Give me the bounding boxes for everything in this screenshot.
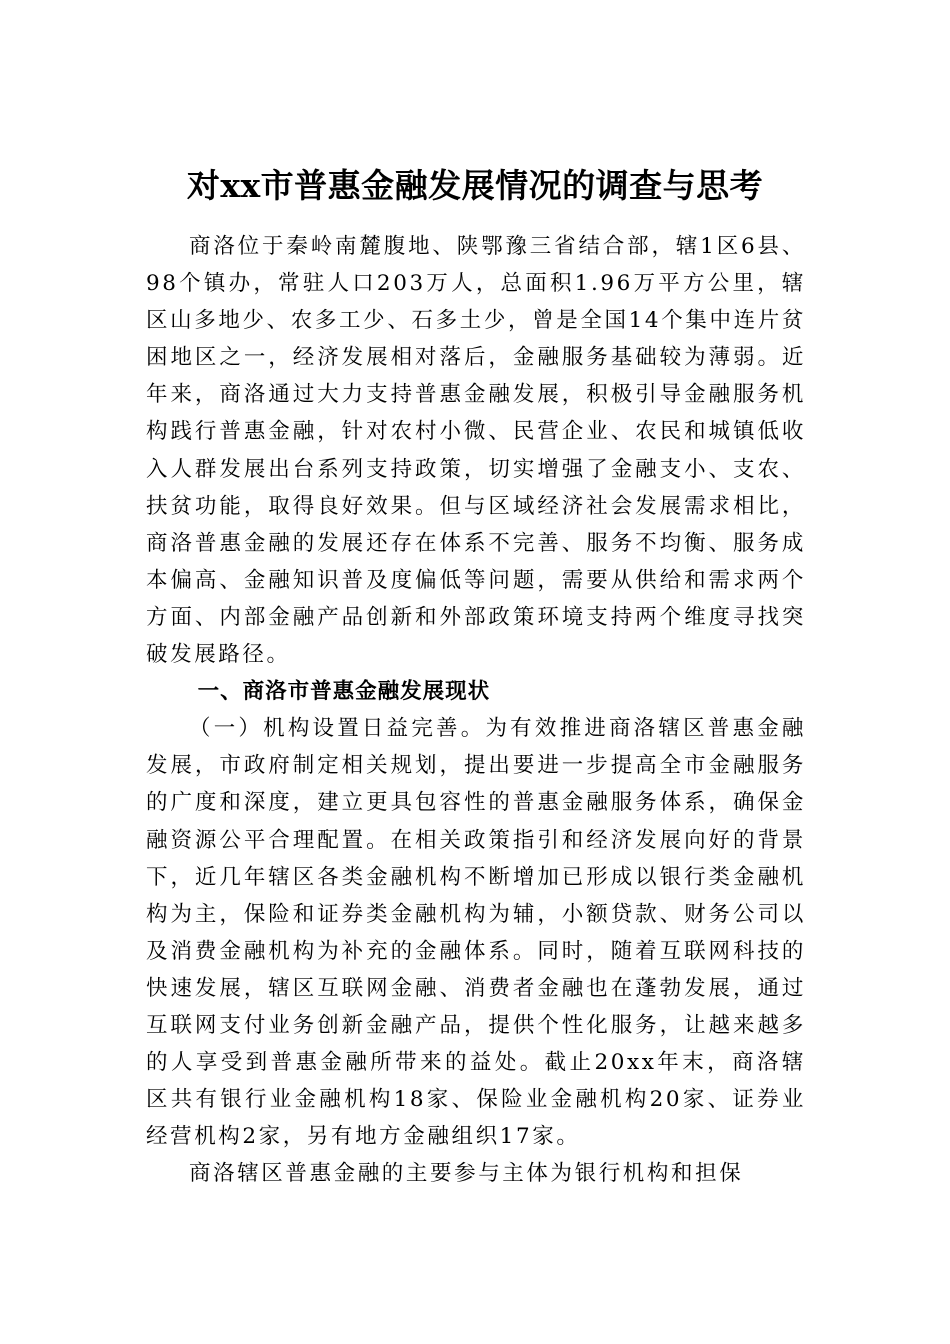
subsection-body: 为有效推进商洛辖区普惠金融发展，市政府制定相关规划，提出要进一步提高全市金融服务的广度和深度，建立更具包容性的普惠金融服务体系，确保金融资源公平合理配置。在相关政策指引和经济发展向好的背景下，近几年辖区各类金融机构不断增加已形成以银行类金融机构为主，保险和证券类金融机构为辅，小额贷款、财务公司以及消费金融机构为补充的金融体系。同时，随着互联网科技的快速发展，辖区互联网金融、消费者金融也在蓬勃发展，通过互联网支付业务创新金融产品，提供个性化服务，让越来越多的人享受到普惠金融所带来的益处。截止20xx年末，商洛辖区共有银行业金融机构18家、保险业金融机构20家、证券业经营机构2家，另有地方金融组织17家。: [146, 716, 806, 1150]
intro-paragraph: 商洛位于秦岭南麓腹地、陕鄂豫三省结合部，辖1区6县、98个镇办，常驻人口203万人，总面积1.96万平方公里，辖区山多地少、农多工少、石多土少，曾是全国14个集中连片贫困地区之一，经济发展相对落后，金融服务基础较为薄弱。近年来，商洛通过大力支持普惠金融发展，积极引导金融服务机构践行普惠金融，针对农村小微、民营企业、农民和城镇低收入人群发展出台系列支持政策，切实增强了金融支小、支农、扶贫功能，取得良好效果。但与区域经济社会发展需求相比，商洛普惠金融的发展还存在体系不完善、服务不均衡、服务成本偏高、金融知识普及度偏低等问题，需要从供给和需求两个方面、内部金融产品创新和外部政策环境支持两个维度寻找突破发展路径。: [146, 234, 806, 668]
section-heading: 一、商洛市普惠金融发展现状: [197, 679, 491, 705]
document-body: [146, 228, 806, 1192]
subsection-lead: （一）机构设置日益完善。: [189, 716, 486, 742]
document-title: 对xx市普惠金融发展情况的调查与思考: [186, 166, 764, 205]
closing-paragraph: 商洛辖区普惠金融的主要参与主体为银行机构和担保: [189, 1161, 744, 1187]
subsection-paragraph: [146, 710, 806, 1155]
